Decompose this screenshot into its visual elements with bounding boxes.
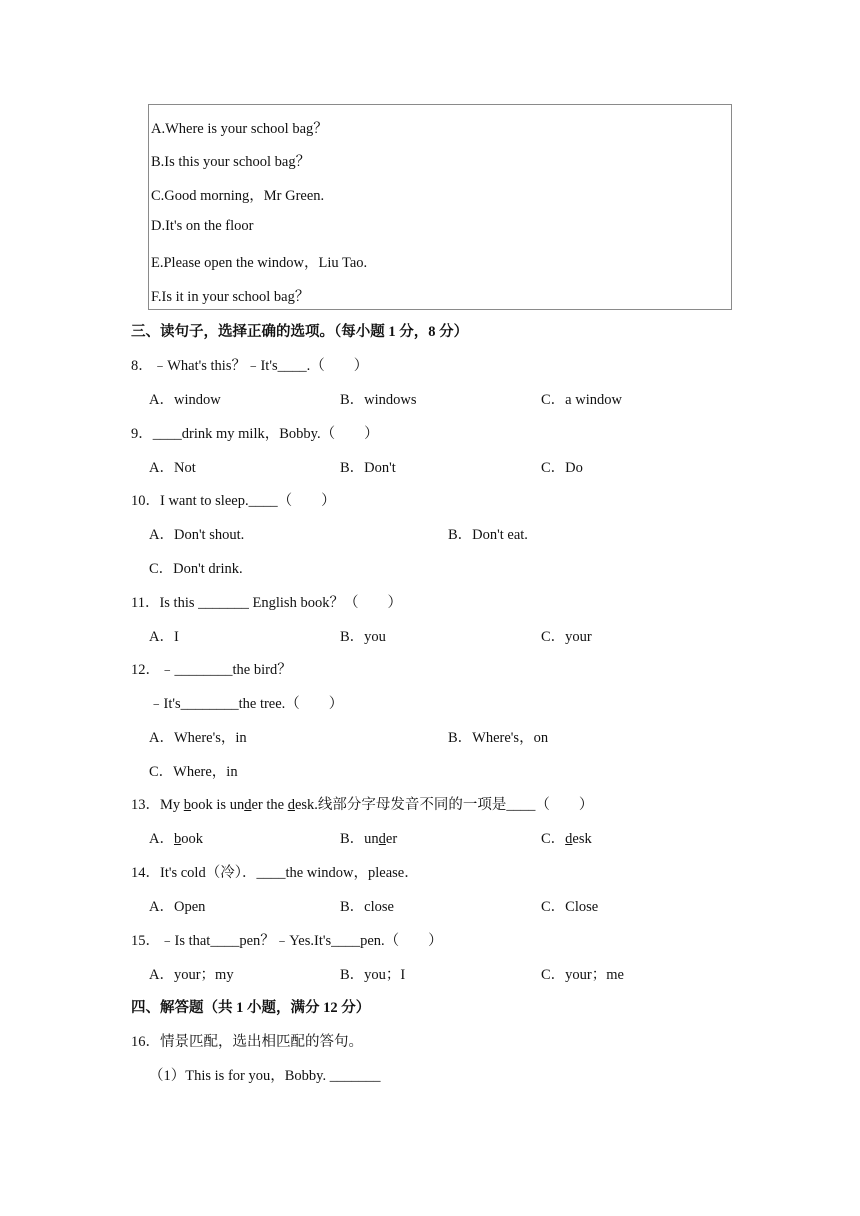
- q13-choice-a-rest: ook: [181, 831, 203, 847]
- q9-stem: 9．____drink my milk，Bobby.（ ）: [131, 426, 379, 442]
- option-e: E.Please open the window，Liu Tao.: [151, 255, 368, 271]
- q11-choice-a: A．I: [149, 629, 179, 645]
- q14-choice-c: C．Close: [541, 899, 599, 915]
- q13-choice-a-underlined: b: [173, 831, 182, 847]
- q12-choice-a: A．Where's，in: [149, 730, 247, 746]
- q13-choice-c-rest: esk: [572, 831, 592, 847]
- section3-heading: 三、读句子，选择正确的选项。（每小题 1 分，8 分）: [131, 324, 469, 340]
- q13-choice-b-rest: er: [385, 831, 398, 847]
- options-box: [148, 104, 732, 310]
- q15-choice-b: B．you；I: [340, 967, 406, 983]
- option-a: A.Where is your school bag？: [151, 121, 328, 137]
- q13-stem-part: esk.线部分字母发音不同的一项是____（ ）: [294, 797, 594, 813]
- q16-stem: 16．情景匹配，选出相匹配的答句。: [131, 1034, 363, 1050]
- q12-stem-line1: 12．﹣________the bird？: [131, 662, 292, 678]
- q13-choice-a-label: A．: [149, 831, 174, 847]
- q14-stem: 14．It's cold（冷）．____the window，please．: [131, 865, 419, 881]
- q13-choice-c-underlined: d: [565, 831, 573, 847]
- q15-choice-c: C．your；me: [541, 967, 624, 983]
- q12-stem-line2: ﹣It's________the tree.（ ）: [149, 696, 344, 712]
- q9-choice-b: B．Don't: [340, 460, 396, 476]
- q13-stem-underlined: b: [183, 797, 192, 813]
- option-d: D.It's on the floor: [151, 218, 254, 234]
- q11-choice-c: C．your: [541, 629, 592, 645]
- q9-choice-c: C．Do: [541, 460, 583, 476]
- q13-choice-b: [340, 827, 397, 848]
- q11-choice-b: B．you: [340, 629, 386, 645]
- option-f: F.Is it in your school bag？: [151, 289, 310, 305]
- section4-heading: 四、解答题（共 1 小题，满分 12 分）: [131, 1000, 371, 1016]
- q9-choice-a: A．Not: [149, 460, 196, 476]
- q14-choice-b: B．close: [340, 899, 394, 915]
- q13-stem: [131, 793, 593, 814]
- q10-choice-a: A．Don't shout.: [149, 527, 245, 543]
- q8-choice-a: A．window: [149, 392, 221, 408]
- q10-choice-c: C．Don't drink.: [149, 561, 243, 577]
- q14-choice-a: A．Open: [149, 899, 206, 915]
- q8-choice-b: B．windows: [340, 392, 417, 408]
- q10-stem: 10．I want to sleep.____（ ）: [131, 493, 336, 509]
- q13-stem-underlined: d: [244, 797, 252, 813]
- q8-stem: 8．﹣What's this？﹣It's____.（ ）: [131, 358, 369, 374]
- q13-choice-b-label: B．un: [340, 831, 379, 847]
- q13-stem-part: 13．My: [131, 797, 184, 813]
- q13-choice-b-underlined: d: [378, 831, 386, 847]
- option-b: B.Is this your school bag？: [151, 154, 311, 170]
- q10-choice-b: B．Don't eat.: [448, 527, 528, 543]
- q15-choice-a: A．your；my: [149, 967, 234, 983]
- q12-choice-c: C．Where，in: [149, 764, 238, 780]
- option-c: C.Good morning，Mr Green.: [151, 188, 325, 204]
- q13-choice-a: [149, 827, 203, 848]
- q13-stem-part: ook is un: [191, 797, 245, 813]
- q13-stem-part: er the: [251, 797, 288, 813]
- q16-sub1: （1）This is for you，Bobby. _______: [149, 1068, 381, 1084]
- q13-stem-underlined: d: [287, 797, 295, 813]
- q12-choice-b: B．Where's，on: [448, 730, 549, 746]
- q11-stem: 11．Is this _______ English book？（ ）: [131, 595, 402, 611]
- q13-choice-c: [541, 827, 592, 848]
- q13-choice-c-label: C．: [541, 831, 566, 847]
- q15-stem: 15．﹣Is that____pen？﹣Yes.It's____pen.（ ）: [131, 933, 443, 949]
- q8-choice-c: C．a window: [541, 392, 622, 408]
